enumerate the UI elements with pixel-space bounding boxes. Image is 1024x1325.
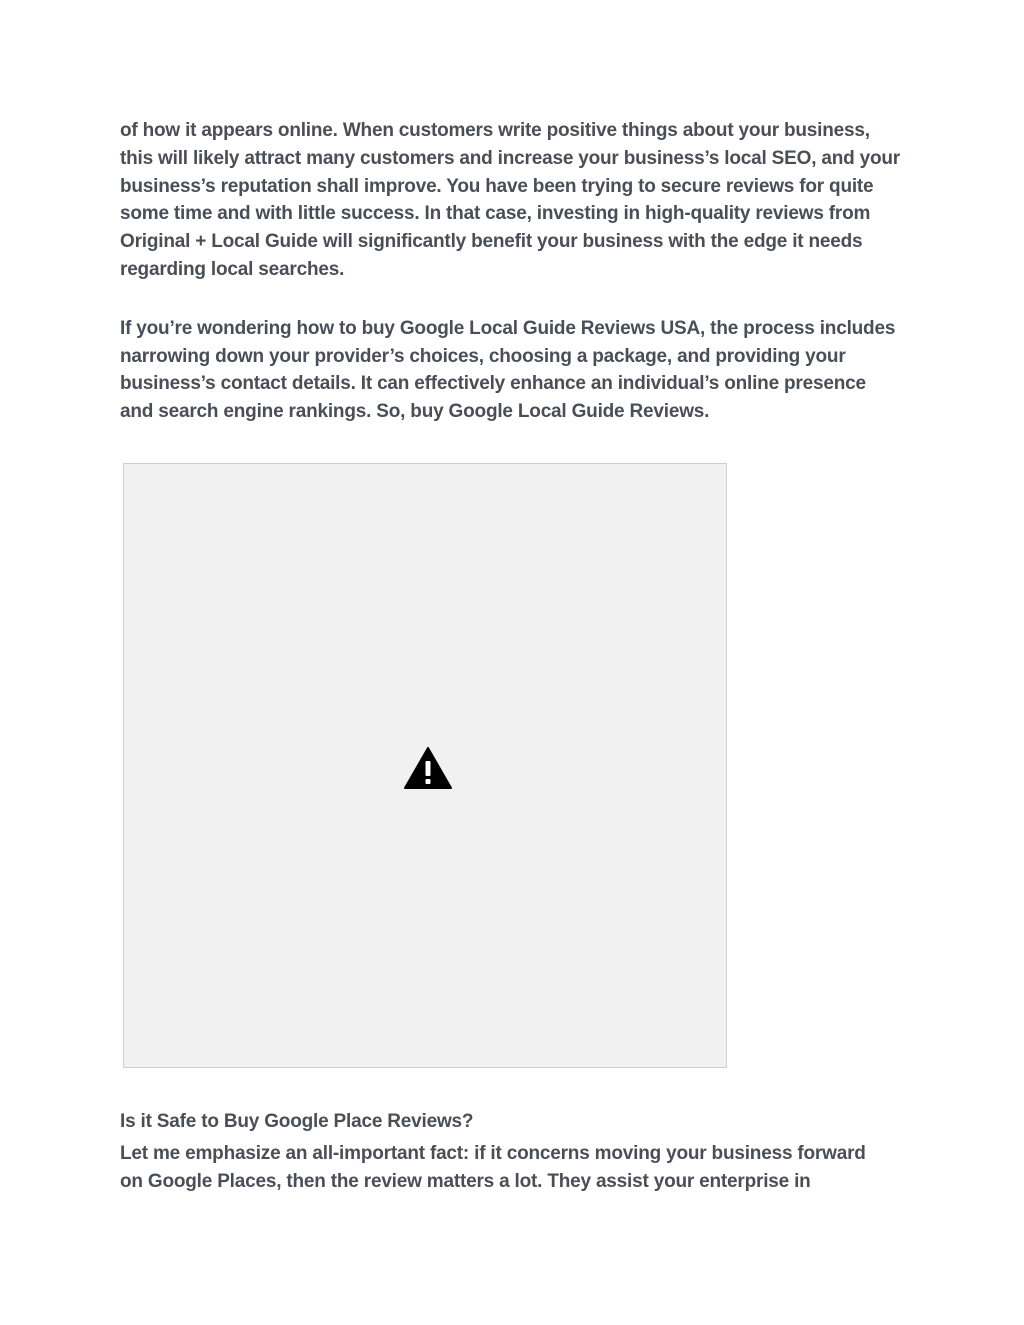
article-paragraph-1: of how it appears online. When customers write positive things about your business, this will likely attract many customers and increase your business’s local SEO, and your business’s reputation shall improve. You have been trying to secure reviews for quite some time and with little success. In that case, investing in high-quality reviews from Original + Local Guide will significantly benefit your business with the edge it needs regarding local searches. bbox=[120, 120, 900, 280]
section-heading: Is it Safe to Buy Google Place Reviews? bbox=[120, 1111, 474, 1132]
article-paragraph-2: If you’re wondering how to buy Google Local Guide Reviews USA, the process includes narrowing down your provider’s choices, choosing a package, and providing your business’s contact details. It can effectively enhance an individual’s online presence and search engine rankings. So, buy Google Local Guide Reviews. bbox=[120, 317, 896, 423]
article-body bbox=[120, 117, 920, 426]
article-paragraph-3: Let me emphasize an all-important fact: if it concerns moving your business forward on Google Places, then the review matters a lot. They assist your enterprise in bbox=[120, 1143, 866, 1192]
warning-icon bbox=[404, 747, 452, 789]
broken-image-placeholder bbox=[123, 463, 727, 1068]
